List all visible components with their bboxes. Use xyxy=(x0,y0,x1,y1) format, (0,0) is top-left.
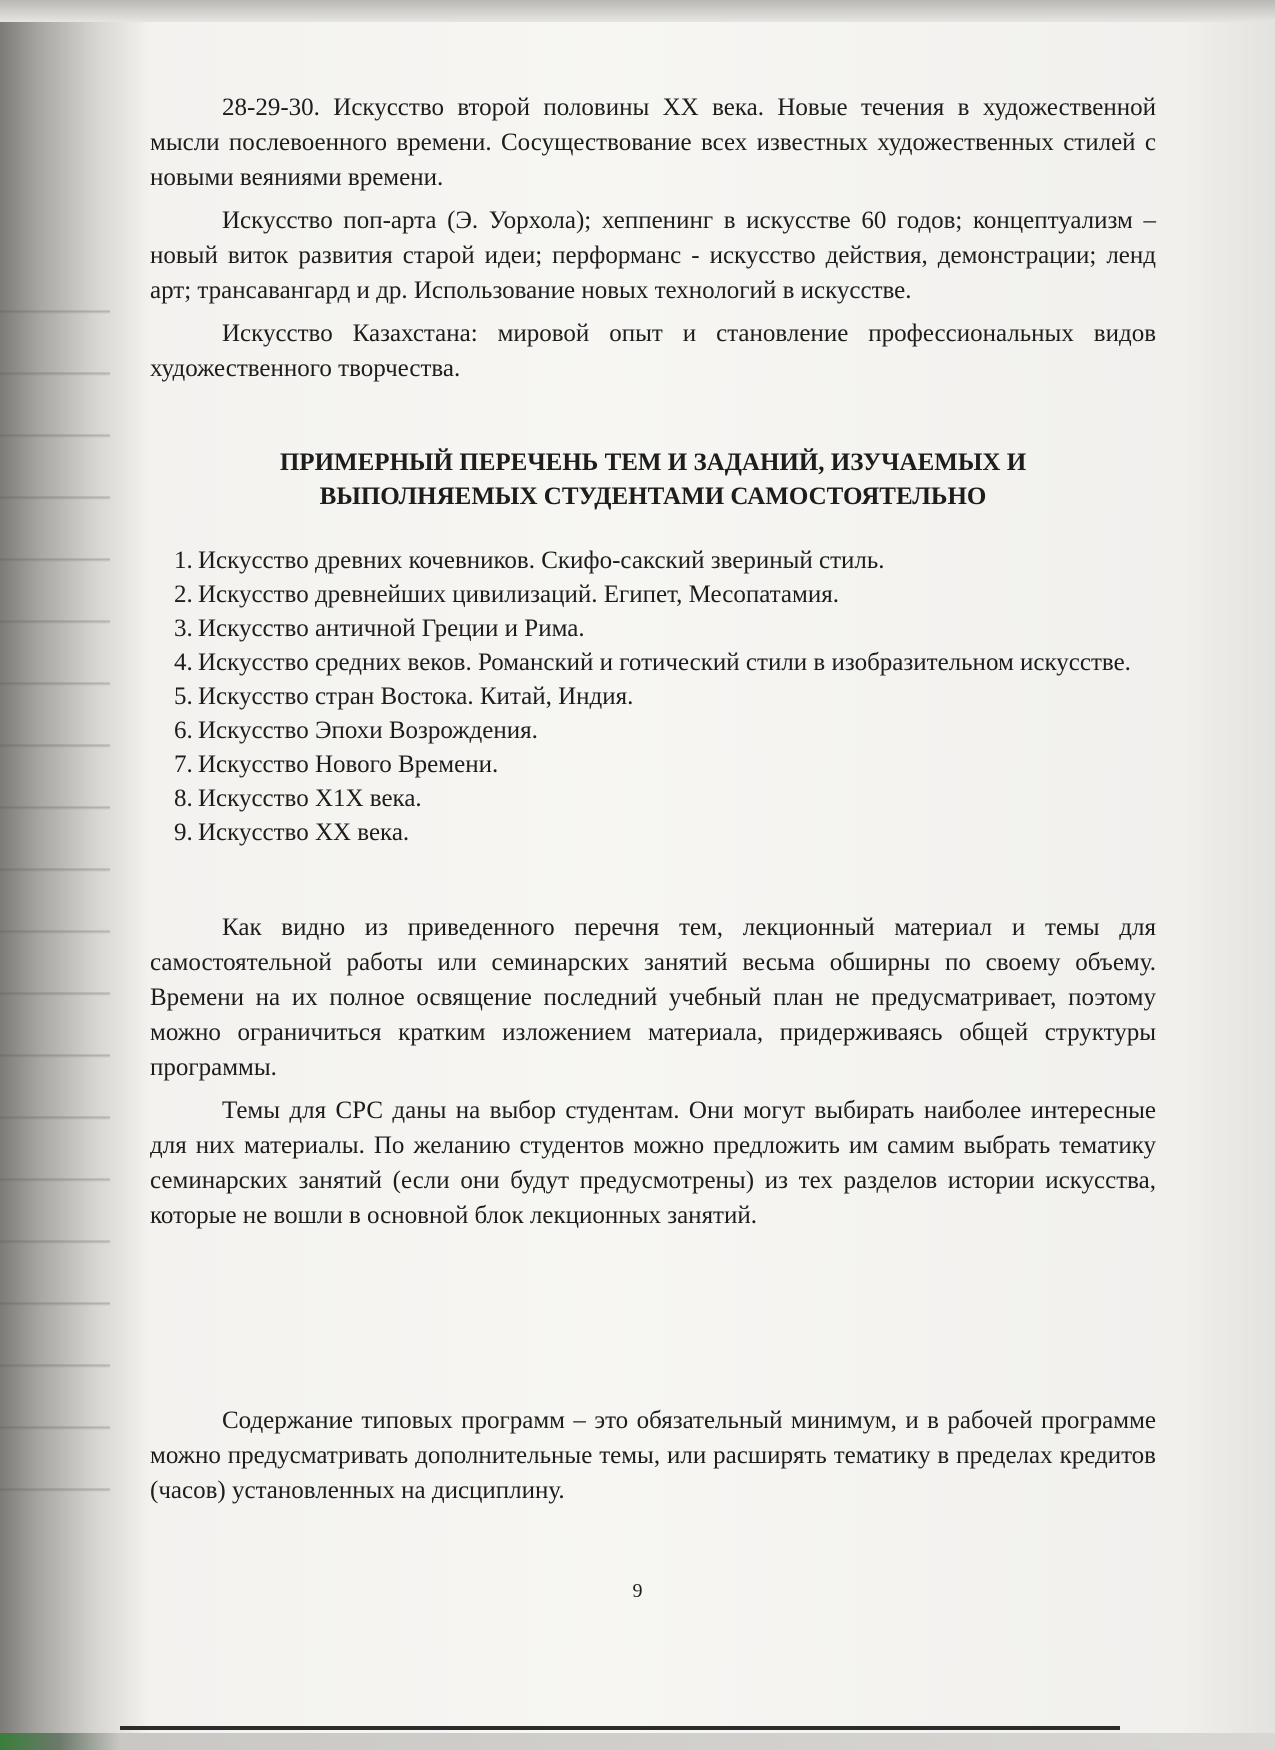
list-item-text: Искусство ХХ века. xyxy=(198,819,410,846)
paragraph-section-28-30: 28-29-30. Искусство второй половины XX века. Новые течения в художественной мысли послевоенного времени. Сосуществование всех известных художественных стилей с новыми веяниями времени. xyxy=(150,94,1156,191)
paragraph-pop-art: Искусство поп-арта (Э. Уорхола); хеппенинг в искусстве 60 годов; концептуализм – новый виток развития старой идеи; перформанс - искусство действия, демонстрации; ленд арт; трансавангард и др. Использование новых технологий в искусстве. xyxy=(150,207,1156,304)
list-item-number: 2. xyxy=(174,581,193,608)
section-heading-line-1: ПРИМЕРНЫЙ ПЕРЕЧЕНЬ ТЕМ И ЗАДАНИЙ, ИЗУЧАЕМЫХ И xyxy=(279,449,1027,476)
list-item xyxy=(174,816,1156,850)
list-item-number: 5. xyxy=(174,683,193,710)
paragraph-lecture-scope: Как видно из приведенного перечня тем, лекционный материал и темы для самостоятельной работы или семинарских занятий весьма обширны по своему объему. Времени на их полное освящение последний учебный план не предусматривает, поэтому можно ограничиться кратким изложением материала, придерживаясь общей структуры программы. xyxy=(150,914,1156,1081)
list-item xyxy=(174,748,1156,782)
list-item-number: 3. xyxy=(174,615,193,642)
list-item xyxy=(174,782,1156,816)
document-body xyxy=(150,90,1156,1508)
paragraph-typical-programs: Содержание типовых программ – это обязательный минимум, и в рабочей программе можно предусматривать дополнительные темы, или расширять тематику в пределах кредитов (часов) установленных на дисциплину. xyxy=(150,1407,1156,1504)
scan-top-edge xyxy=(0,0,1275,22)
left-margin-bleed xyxy=(0,280,110,1530)
paragraph-kazakhstan-art: Искусство Казахстана: мировой опыт и становление профессиональных видов художественного творчества. xyxy=(150,320,1156,382)
list-item-text: Искусство Х1Х века. xyxy=(198,785,422,812)
section-heading xyxy=(150,446,1156,514)
list-item xyxy=(174,680,1156,714)
list-item xyxy=(174,578,1156,612)
list-item-number: 4. xyxy=(174,649,193,676)
list-item xyxy=(174,612,1156,646)
list-item-number: 1. xyxy=(174,547,193,574)
list-item-text: Искусство Нового Времени. xyxy=(198,751,499,778)
section-heading-line-2: ВЫПОЛНЯЕМЫХ СТУДЕНТАМИ САМОСТОЯТЕЛЬНО xyxy=(319,483,987,510)
list-item-number: 6. xyxy=(174,717,193,744)
list-item-text: Искусство древнейших цивилизаций. Египет, Месопатамия. xyxy=(198,581,839,608)
list-item-number: 7. xyxy=(174,751,193,778)
list-item xyxy=(174,544,1156,578)
list-item-text: Искусство древних кочевников. Скифо-сакский звериный стиль. xyxy=(198,547,885,574)
topics-list xyxy=(150,544,1156,850)
list-item-text: Искусство средних веков. Романский и готический стили в изобразительном искусстве. xyxy=(198,649,1131,676)
list-item xyxy=(174,646,1156,680)
list-item-text: Искусство античной Греции и Рима. xyxy=(198,615,585,642)
list-item-text: Искусство стран Востока. Китай, Индия. xyxy=(198,683,634,710)
list-item-number: 8. xyxy=(174,785,193,812)
page-number: 9 xyxy=(632,1580,643,1602)
list-item-text: Искусство Эпохи Возрождения. xyxy=(198,717,538,744)
bottom-rule xyxy=(120,1726,1120,1730)
list-item-number: 9. xyxy=(174,819,193,846)
scan-bottom-edge xyxy=(0,1733,1275,1750)
list-item xyxy=(174,714,1156,748)
paragraph-srs-topics: Темы для СРС даны на выбор студентам. Они могут выбирать наиболее интересные для них материалы. По желанию студентов можно предложить им самим выбрать тематику семинарских занятий (если они будут предусмотрены) из тех разделов истории искусства, которые не вошли в основной блок лекционных занятий. xyxy=(150,1097,1156,1229)
